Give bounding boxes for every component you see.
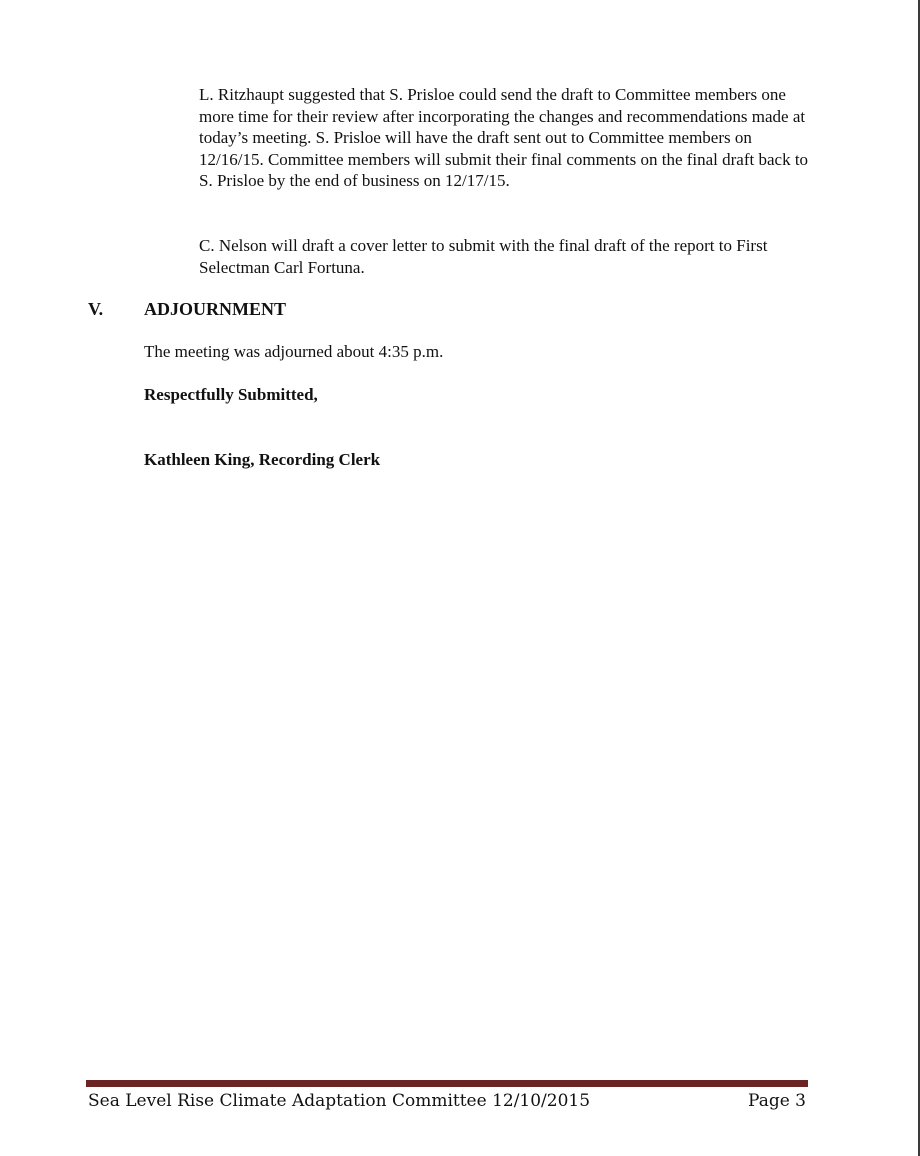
footer-rule xyxy=(86,1080,808,1087)
footer-title: Sea Level Rise Climate Adaptation Committee 12/10/2015 xyxy=(88,1091,591,1111)
signature-line: Kathleen King, Recording Clerk xyxy=(144,450,381,469)
section-number: V. xyxy=(88,299,104,319)
minutes-paragraph-cover-letter: C. Nelson will draft a cover letter to submit with the final draft of the report to First Selectman Carl Fortuna. xyxy=(199,236,768,277)
closing-salutation: Respectfully Submitted, xyxy=(144,385,318,404)
adjournment-text: The meeting was adjourned about 4:35 p.m. xyxy=(144,342,444,361)
section-title: ADJOURNMENT xyxy=(144,299,286,319)
footer-page-number: Page 3 xyxy=(748,1091,806,1111)
minutes-paragraph-draft-review: L. Ritzhaupt suggested that S. Prisloe could send the draft to Committee members one more time for their review after incorporating the changes and recommendations made at today’s meeting. S. Prisloe will have the draft sent out to Committee members on 12/16/15. Committee members will submit their final comments on the final draft back to S. Prisloe by the end of business on 12/17/15. xyxy=(199,85,809,191)
